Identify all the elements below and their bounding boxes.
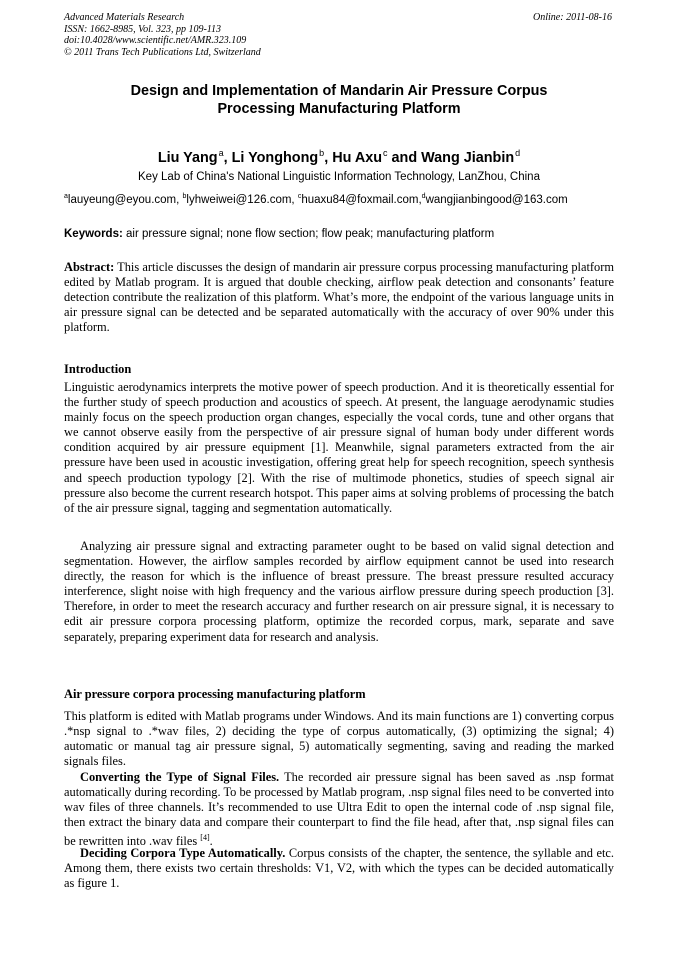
author-name: Liu Yang xyxy=(157,150,218,166)
title-line-1: Design and Implementation of Mandarin Air Pressure Corpus xyxy=(130,83,548,99)
online-date: Online: 2011-08-16 xyxy=(533,12,612,23)
author-list: Liu Yang$^a$, Li Yonghong$^b$, Hu Axu$^c$ and Wang Jianbin$^d$ xyxy=(157,148,521,166)
copyright-line: © 2011 Trans Tech Publications Ltd, Switzerland xyxy=(64,46,261,58)
section-heading-platform: Air pressure corpora processing manufacturing platform xyxy=(64,687,366,701)
doi-line: doi:10.4028/www.scientific.net/AMR.323.109 xyxy=(64,35,247,46)
keywords xyxy=(64,227,494,241)
author-name: Li Yonghong xyxy=(231,150,319,166)
affiliation: Key Lab of China's National Linguistic Information Technology, LanZhou, China xyxy=(138,171,540,183)
keywords-text: air pressure signal; none flow section; flow peak; manufacturing platform xyxy=(126,228,495,240)
issn-line: ISSN: 1662-8985, Vol. 323, pp 109-113 xyxy=(64,23,222,35)
email-address: lyhweiwei@126.com xyxy=(186,194,292,206)
abstract-text: This article discusses the design of mandarin air pressure corpus processing manufacturing platform edited by Matlab program. It is argued that double checking, airflow peak detection and consonants’ feature detection contribute the realization of this platform. What’s more, the endpoint of the various language units in air pressure signal can be detected and be separated automatically with the accuracy of over 90% under this platform. xyxy=(64,260,615,335)
author-emails: $^a$lauyeung@eyou.com, $^b$lyhweiwei@126.com, $^c$huaxu84@foxmail.com,$^d$wangjianbingood@163.com xyxy=(64,193,568,206)
citation-reference: [4] xyxy=(200,833,210,843)
platform-paragraph-2 xyxy=(64,770,614,849)
journal-header xyxy=(64,12,261,58)
abstract-label: Abstract: xyxy=(64,260,115,274)
email-address: huaxu84@foxmail.com xyxy=(301,194,419,206)
introduction-paragraph-2: Analyzing air pressure signal and extracting parameter ought to be based on valid signal detection and segmentation. However, the airflow samples recorded by airflow equipment cannot be used into research directly, the reason for which is the influence of breast pressure. The breast pressure resulted accuracy interference, slight noise with high frequency and the various airflow pressure during speech production [3]. Therefore, in order to meet the research accuracy and further research on air pressure signal, it is necessary to edit air pressure corpora processing platform, optimize the recorded corpus, mark, separate and save separately, preparing experiment data for research and analysis. xyxy=(64,539,614,644)
author-superscript: c xyxy=(383,148,388,158)
introduction-paragraph-1: Linguistic aerodynamics interprets the motive power of speech production. And it is theoretically essential for the further study of speech production and acoustics of speech. At present, the language aerodynamic studies mainly focus on the speech production organ changes, especially the vocal cords, tune and other organs that we cannot observe easily from the perspective of air pressure signal of human body under different words condition acquired by air pressure equipment [1]. Meanwhile, signal parameters extracted from the air pressure have been used in acoustic investigation, offering great help for speech recognition, speech synthesis and speech production typology [2]. With the rise of multimode phonetics, studies of speech signal air pressure also become the current research hotspot. This paper aims at solving problems of processing the batch of the air pressure signal, tagging and segmentation automatically. xyxy=(64,380,614,515)
abstract xyxy=(64,260,614,335)
paragraph-text: The recorded air pressure signal has been saved as .nsp format automatically during recording. To be processed by Matlab program, .nsp signal files need to be converted into wav files of three channels. It’s recommended to use Ultra Edit to open the internal code of .nsp signal file, then extract the binary data and compare their counterpart to find the file head, after that, .nsp signal files can be rewritten into .wav files xyxy=(64,770,614,849)
author-name: Wang Jianbin xyxy=(421,150,515,166)
platform-paragraph-1: This platform is edited with Matlab programs under Windows. And its main functions are 1) converting corpus .*nsp signal to .*wav files, 2) deciding the type of corpus automatically, (3) optimizing the signal; 4) automatic or manual tag air pressure signal, 5) automatically segmenting, saving and reading the marked signals files. xyxy=(64,709,614,769)
subsection-title-converting: Converting the Type of Signal Files. xyxy=(80,770,280,784)
author-name: Hu Axu xyxy=(332,150,383,166)
author-superscript: d xyxy=(515,148,521,158)
paragraph-end: . xyxy=(209,834,213,849)
email-superscript: c xyxy=(297,193,302,200)
email-superscript: b xyxy=(182,193,187,200)
subsection-title-deciding: Deciding Corpora Type Automatically. xyxy=(80,846,286,860)
email-address: wangjianbingood@163.com xyxy=(425,194,568,206)
platform-paragraph-3 xyxy=(64,846,614,891)
email-address: lauyeung@eyou.com xyxy=(67,194,177,206)
paragraph-text: Corpus consists of the chapter, the sentence, the syllable and etc. Among them, there exists two certain thresholds: V1, V2, with which the types can be decided automatically as figure 1. xyxy=(64,846,615,891)
keywords-label: Keywords: xyxy=(64,228,123,240)
email-superscript: d xyxy=(421,193,426,200)
email-superscript: a xyxy=(64,193,68,200)
journal-name: Advanced Materials Research xyxy=(64,12,185,23)
author-superscript: a xyxy=(218,148,224,158)
author-superscript: b xyxy=(319,148,325,158)
title-line-2: Processing Manufacturing Platform xyxy=(217,101,461,117)
section-heading-introduction: Introduction xyxy=(64,362,132,376)
paper-title xyxy=(64,82,614,118)
